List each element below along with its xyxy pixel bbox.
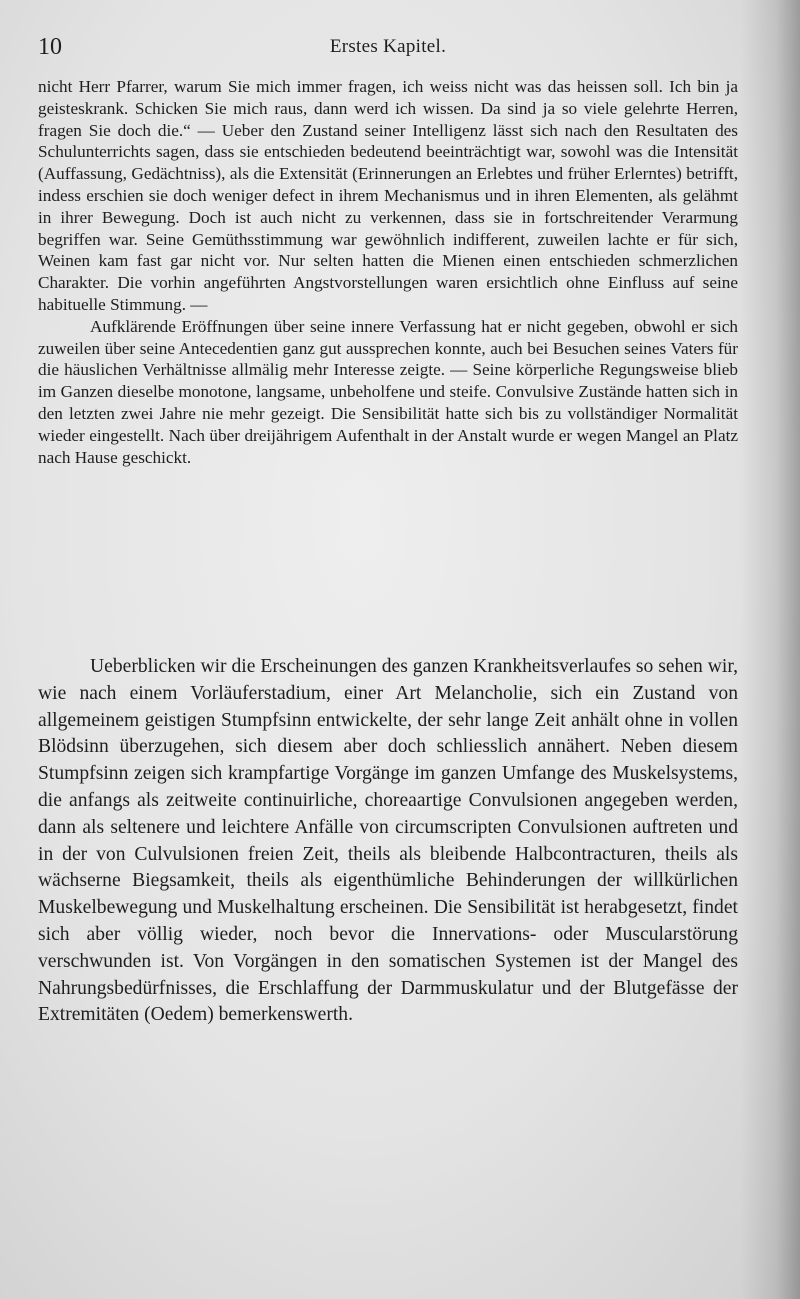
paragraph-summary: Ueberblicken wir die Erscheinungen des ganzen Krankheitsverlaufes so sehen wir, wie nach einem Vorläuferstadium, einer Art Melancholie, sich ein Zustand von allgemeinem geistigen Stumpfsinn entwickelte, der sehr lange Zeit anhält ohne in vollen Blödsinn überzugehen, sich diesem aber doch schliesslich annähert. Neben diesem Stumpfsinn zeigen sich krampfartige Vorgänge im ganzen Umfange des Muskelsystems, die anfangs als zeitweite continuirliche, choreaartige Convulsionen angegeben werden, dann als seltenere und leichtere Anfälle von circumscripten Convulsionen auftreten und in der von Culvulsionen freien Zeit, theils als bleibende Halbcontracturen, theils als wächserne Biegsamkeit, theils als eigenthümliche Behinderungen der willkürlichen Muskelbewegung und Muskelhaltung erscheinen. Die Sensibilität ist herabgesetzt, findet sich aber völlig wieder, noch bevor die Innervations- oder Muscularstörung verschwunden ist. Von Vorgängen in den somatischen Systemen ist der Mangel des Nahrungsbedürfnisses, die Erschlaffung der Darmmuskulatur und der Blutgefässe der Extremitäten (Oedem) bemerkenswerth.: [38, 656, 738, 1026]
case-report-text: [38, 76, 738, 468]
page-number: 10: [38, 34, 62, 60]
summary-text: [38, 654, 738, 1029]
page-edge-shadow: [740, 0, 800, 1299]
page-header: [38, 30, 738, 64]
running-head: Erstes Kapitel.: [329, 36, 447, 57]
paragraph-case-outcome: Aufklärende Eröffnungen über seine innere Verfassung hat er nicht gegeben, obwohl er sich zuweilen über seine Antecedentien ganz gut aussprechen konnte, auch bei Besuchen seines Vaters für die häuslichen Verhältnisse allmälig mehr Interesse zeigte. — Seine körperliche Regungsweise blieb im Ganzen dieselbe monotone, langsame, unbeholfene und steife. Convulsive Zustände hatten sich in den letzten zwei Jahre nie mehr gezeigt. Die Sensibilität hatte sich bis zu vollständiger Normalität wieder eingestellt. Nach über dreijährigem Aufenthalt in der Anstalt wurde er wegen Mangel an Platz nach Hause geschickt.: [38, 316, 738, 467]
paragraph-case-continuation: nicht Herr Pfarrer, warum Sie mich immer fragen, ich weiss nicht was das heissen soll. Ich bin ja geisteskrank. Schicken Sie mich raus, dann werd ich wissen. Da sind ja so viele gelehrte Herren, fragen Sie doch die.“ — Ueber den Zustand seiner Intelligenz lässt sich nach den Resultaten des Schulunterrichts sagen, dass sie entschieden bedeutend beeinträchtigt war, sowohl was die Intensität (Auffassung, Gedächtniss), als die Extensität (Erinnerungen an Erlebtes und früher Erlerntes) betrifft, indess erschien sie doch weniger defect in ihrem Mechanismus und in ihren Elementen, als gelähmt in ihrer Bewegung. Doch ist auch nicht zu verkennen, dass sie in fortschreitender Verarmung begriffen war. Seine Gemüthsstimmung war gewöhnlich indifferent, zuweilen lachte er für sich, Weinen kam fast gar nicht vor. Nur selten hatten die Mienen einen entschieden schmerzlichen Charakter. Die vorhin angeführten Angstvorstellungen waren ersichtlich ohne Einfluss auf seine habituelle Stimmung. —: [38, 77, 738, 314]
